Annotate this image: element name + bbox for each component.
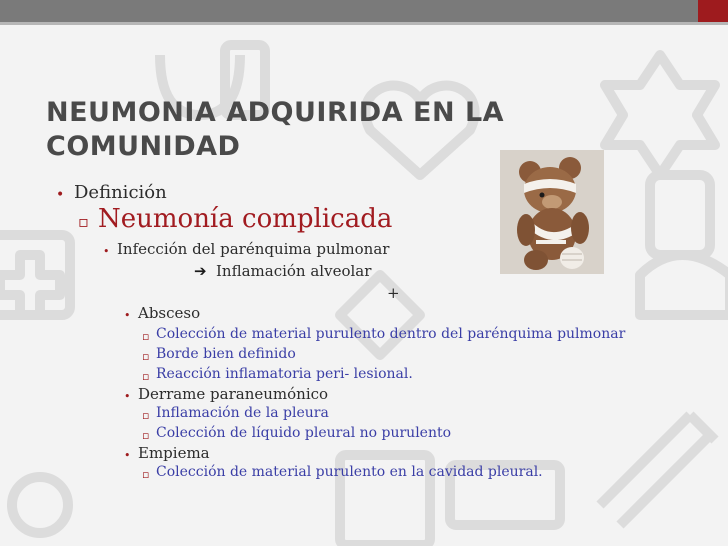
bullet-absceso-1: ▫ (142, 330, 150, 343)
absceso-item-2: Borde bien definido (156, 346, 296, 362)
iv-bag-icon (650, 175, 710, 255)
inflamacion-text: Inflamación alveolar (216, 262, 372, 280)
bullet-neumonia-complicada: ▫ (78, 212, 89, 231)
absceso-item-1: Colección de material purulento dentro del parénquima pulmonar (156, 326, 626, 342)
bullet-infeccion: • (103, 245, 110, 258)
bullet-absceso: • (124, 309, 131, 322)
neumonia-complicada-text: Neumonía complicada (98, 204, 393, 234)
bandage-icon (340, 275, 420, 355)
nurse-hat-icon (640, 255, 728, 315)
empiema-text: Empiema (138, 444, 210, 462)
absceso-text: Absceso (138, 304, 201, 322)
bullet-derrame-1: ▫ (142, 409, 150, 422)
absceso-item-3: Reacción inflamatoria peri- lesional. (156, 366, 413, 382)
bullet-derrame: • (124, 390, 131, 403)
derrame-text: Derrame paraneumónico (138, 385, 329, 403)
derrame-item-2: Colección de líquido pleural no purulento (156, 425, 452, 441)
empiema-item-1: Colección de material purulento en la cavidad pleural. (156, 464, 543, 480)
derrame-item-1: Inflamación de la pleura (156, 405, 329, 421)
top-bar (0, 0, 728, 22)
teddy-bear-photo (500, 150, 604, 274)
syringe-icon (600, 415, 715, 525)
bullet-derrame-2: ▫ (142, 429, 150, 442)
slide-title: NEUMONIA ADQUIRIDA EN LA COMUNIDAD (46, 97, 505, 162)
wheelchair-icon (12, 477, 68, 533)
arrow-right-icon: ➔ (194, 262, 207, 280)
teddy-bear-icon (500, 150, 604, 274)
plus-sign: + (387, 284, 400, 302)
cross-icon (0, 255, 60, 315)
bullet-definicion: • (56, 187, 65, 203)
star-of-life-icon (605, 55, 715, 175)
bullet-absceso-3: ▫ (142, 370, 150, 383)
definicion-text: Definición (74, 182, 167, 203)
corner-tab (698, 0, 728, 22)
bullet-empiema-1: ▫ (142, 468, 150, 481)
bullet-absceso-2: ▫ (142, 350, 150, 363)
infeccion-text: Infección del parénquima pulmonar (117, 240, 390, 258)
bullet-empiema: • (124, 449, 131, 462)
